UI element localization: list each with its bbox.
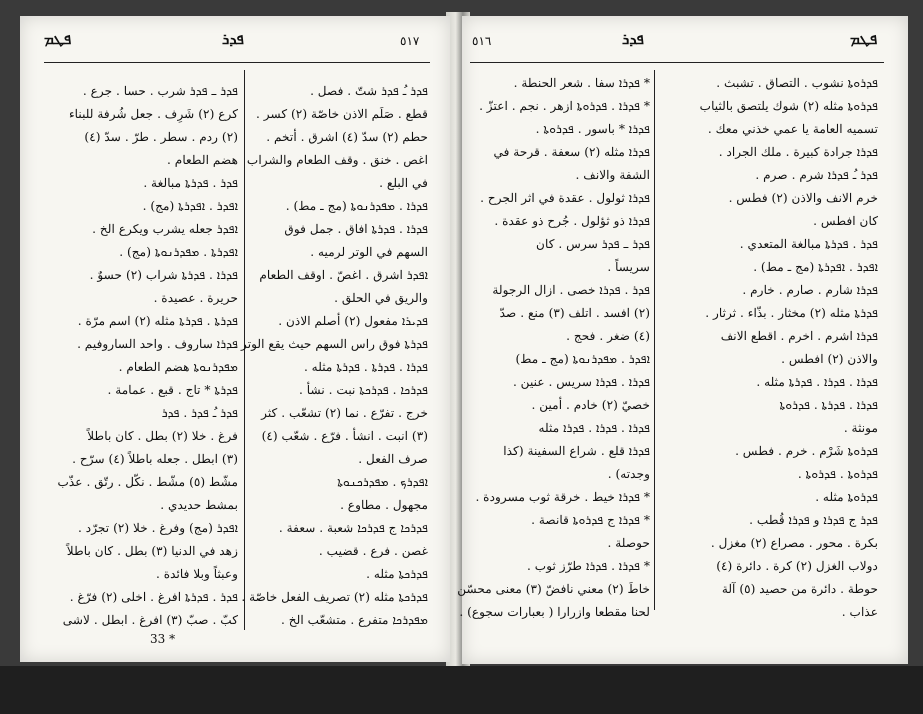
left-page-footer: 33 * bbox=[150, 632, 176, 646]
entry-line: خصيّ (٢) خادم . أمين . bbox=[531, 398, 650, 412]
entry-line: ܐܦܕܪ . ܐܦܕܪܬܐ (مج) . bbox=[142, 199, 238, 213]
entry-line: ܦܕܪܐ . ܦܕܪܐ . ܦܕܪܐ مثله bbox=[538, 421, 650, 435]
entry-line: كبّ . صبّ (٣) افرغ . ابطل . لاشى bbox=[62, 613, 238, 627]
entry-line: كرع (٢) شَرِف . جعل شُرفة للبناء bbox=[68, 107, 238, 121]
right-page-column-divider bbox=[654, 70, 655, 610]
entry-line: ܦܕܪܘܬܐ . ܦܕܪܘܬܐ . bbox=[797, 467, 878, 481]
entry-line: ܐܦܕܪ . ܐܦܕܪܬܐ (مج ـ مط) . bbox=[753, 260, 878, 274]
entry-line: * ܦܕܪܐ ج ܦܕܪܘܬܐ قانصة . bbox=[531, 513, 650, 527]
right-page-column-right bbox=[660, 72, 878, 624]
entry-line: ܦܕܝܪܐ مفعول (٢) أصلم الاذن . bbox=[278, 314, 428, 328]
left-page-column-left bbox=[58, 80, 238, 632]
entry-line: حطم (٢) سدّ (٤) اشرق . أتخم . bbox=[266, 130, 428, 144]
entry-line: مجهول . مطاوع . bbox=[340, 498, 428, 512]
entry-line: ܦܕܪ . ܦܕܪܬܐ افرغ . اخلى (٢) فرّغ . bbox=[69, 590, 238, 604]
entry-line: بمشط حديدي . bbox=[160, 498, 238, 512]
entry-line: ܐܦܕܪ (مج) وفرغ . خلا (٢) تجرّد . bbox=[78, 521, 238, 535]
left-page-header-rule bbox=[44, 62, 430, 63]
left-page-number: ٥١٧ bbox=[400, 34, 420, 48]
entry-line: وعبثاً وبلا فائدة . bbox=[156, 567, 238, 581]
right-page-column-left bbox=[457, 72, 650, 624]
entry-line: ܦܕܪܟܐ . ܦܕܪܟܬܐ نبت . نشأ . bbox=[299, 383, 428, 397]
entry-line: ܦܕܪܐ . ܡܦܕܪܢܘܬܐ (مج ـ مط) . bbox=[285, 199, 428, 213]
entry-line: عذاب . bbox=[841, 605, 878, 619]
entry-line: زهد في الدنيا (٣) بطل . كان باطلاً bbox=[66, 544, 238, 558]
entry-line: هضم الطعام . bbox=[167, 153, 238, 167]
entry-line: ܦܕܪܬܐ مثله (٢) مخثار . بذّاء . ثرثار . bbox=[705, 306, 878, 320]
entry-line: في البلع . bbox=[379, 176, 428, 190]
entry-line: ܦܕܪܐ . ܦܕܪܬܐ . ܦܕܪܬܐ مثله . bbox=[303, 360, 428, 374]
entry-line: ܦܕܪܐ . ܦܕܪܬܐ افاق . جمل فوق bbox=[284, 222, 428, 236]
entry-line: ܦܕܪ ـ ܦܕܪ شرب . حسا . جرع . bbox=[82, 84, 238, 98]
entry-line: * ܦܕܪܐ . ܦܕܪܐ طرّز ثوب . bbox=[527, 559, 650, 573]
entry-line: ܦܕܪ ـ ܦܕܪ سرس . كان bbox=[536, 237, 650, 251]
entry-line: حوصلة . bbox=[607, 536, 650, 550]
entry-line: وجدته) . bbox=[607, 467, 650, 481]
entry-line: ܦܕܪܬܐ * تاج . قبع . عمامة . bbox=[107, 383, 238, 397]
entry-line: والاذن (٢) افطس . bbox=[781, 352, 878, 366]
entry-line: ܦܕܪܐ . ܦܕܪܐ . ܦܕܪܬܐ مثله . bbox=[756, 375, 878, 389]
entry-line: اغص . خنق . وقف الطعام والشراب bbox=[246, 153, 428, 167]
entry-line: ܦܕܪ . ܦܕܪܬܐ مبالغة . bbox=[143, 176, 238, 190]
entry-line: ܦܕܪܐ . ܦܕܪܬܐ شراب (٢) حسوٌ . bbox=[89, 268, 238, 282]
entry-line: سريساً . bbox=[607, 260, 650, 274]
entry-line: لحنا مقطعا وازرارا ( بعبارات سجوع) . bbox=[459, 605, 650, 619]
entry-line: ܦܕܪܬܐ فوق راس السهم حيث يقع الوتر . bbox=[233, 337, 428, 351]
entry-line: ܐܦܕܪ . ܡܦܕܪܢܘܬܐ (مج ـ مط) bbox=[515, 352, 650, 366]
entry-line: دولاب الغزل (٢) كرة . دائرة (٤) bbox=[716, 559, 878, 573]
entry-line: ܦܕܪ . ܦܕܪܬܐ مبالغة المتعدي . bbox=[739, 237, 878, 251]
entry-line: غصن . فرع . قضيب . bbox=[318, 544, 428, 558]
entry-line: ܦܕܪܘܬܐ شَرْم . خرم . فطس . bbox=[735, 444, 878, 458]
entry-line: السهم في الوتر لرميه . bbox=[310, 245, 428, 259]
entry-line: ܦܕܪܐ مثله (٢) سعفة . قرحة في bbox=[493, 145, 650, 159]
entry-line: خاطَ (٢) معني نافضّ (٣) معنى محسّن bbox=[457, 582, 650, 596]
entry-line: ܦܕܪܐ شارم . صارم . خارم . bbox=[742, 283, 878, 297]
entry-line: ܦܕܪܐ اشرم . اخرم . اقطع الانف bbox=[720, 329, 878, 343]
entry-line: ܦܕܪ ـُ ܦܕܪ شتّ . فصل . bbox=[310, 84, 428, 98]
entry-line: والريق في الحلق . bbox=[334, 291, 428, 305]
left-page-header-center: ܦܕܪ bbox=[222, 30, 244, 48]
entry-line: حوطة . دائرة من حصيد (٥) آلة bbox=[721, 582, 878, 596]
entry-line: (٤) ضغر . فحج . bbox=[566, 329, 650, 343]
entry-line: ܐܦܕܪ جعله يشرب ويكرع الخ . bbox=[92, 222, 238, 236]
right-page-header-center: ܦܕܪ bbox=[622, 30, 644, 48]
entry-line: ܦܕܪܐ . ܦܕܪܐ سريس . عنين . bbox=[512, 375, 650, 389]
entry-line: ܦܕܪܐ * باسور . ܦܕܪܘܬܐ . bbox=[535, 122, 650, 136]
entry-line: كان افطس . bbox=[813, 214, 878, 228]
entry-line: ܦܕܪܟܬܐ مثله (٢) تصريف الفعل خاصّة . bbox=[241, 590, 428, 604]
entry-line: تسميه العامة يا عمي خذني معك . bbox=[707, 122, 878, 136]
entry-line: ܦܕܪܬܐ . ܦܕܪܬܐ مثله (٢) اسم مرّة . bbox=[77, 314, 238, 328]
entry-line: ܦܕܪܐ ذو ثؤلول . جُرح ذو عقدة . bbox=[494, 214, 650, 228]
entry-line: ܦܕܪܐ ثولول . عقدة في اثر الجرح . bbox=[480, 191, 650, 205]
left-page-header-left: ܦܛܡ bbox=[44, 30, 72, 48]
entry-line: ܐܦܕܪ اشرق . اغصّ . اوقف الطعام bbox=[259, 268, 428, 282]
entry-line: ܦܕܪ ـُ ܦܕܪ . ܦܕܪ bbox=[161, 406, 238, 420]
entry-line: ܦܕܪܘܬܐ نشوب . التصاق . تشبث . bbox=[716, 76, 878, 90]
right-page-number: ٥١٦ bbox=[472, 34, 492, 48]
entry-line: ܦܕܪܟܬܐ مثله . bbox=[366, 567, 428, 581]
entry-line: مونثة . bbox=[843, 421, 878, 435]
entry-line: ܐܦܕܪܟ . ܡܦܕܪܟܢܘܬܐ bbox=[337, 475, 428, 489]
entry-line: قطع . صَلَم الاذن خاصّة (٢) كسر . bbox=[256, 107, 428, 121]
entry-line: خرج . تفرّع . نما (٢) تشعّب . كثر bbox=[261, 406, 428, 420]
entry-line: ܡܦܕܪܢܘܬܐ هضم الطعام . bbox=[118, 360, 238, 374]
entry-line: * ܦܕܪܐ سفا . شعر الحنطة . bbox=[513, 76, 650, 90]
entry-line: فرغ . خلا (٢) بطل . كان باطلاً bbox=[87, 429, 238, 443]
entry-line: ܦܕܪܘܬܐ مثله . bbox=[815, 490, 878, 504]
entry-line: بكرة . محور . مصراع (٢) مغزل . bbox=[710, 536, 878, 550]
entry-line: * ܦܕܪܐ . ܦܕܪܘܬܐ ازهر . نجم . اعتزّ . bbox=[479, 99, 650, 113]
entry-line: مشّط (٥) مشّط . نكّل . رتّق . عذّب bbox=[57, 475, 238, 489]
entry-line: الشفة والانف . bbox=[575, 168, 650, 182]
entry-line: ܦܕܪ ج ܦܕܪܐ و ܦܕܪܐ قُطب . bbox=[749, 513, 878, 527]
entry-line: خرم الانف والاذن (٢) فطس . bbox=[728, 191, 878, 205]
scan-bottom-band bbox=[0, 666, 923, 714]
entry-line: ܦܕܪ . ܦܕܪܐ خصى . ازال الرجولة bbox=[492, 283, 650, 297]
right-page-header-right: ܦܛܡ bbox=[850, 30, 878, 48]
right-page-header-rule bbox=[470, 62, 884, 63]
entry-line: ܦܕܪܟܐ ج ܦܕܪܟܐ شعبة . سعفة . bbox=[278, 521, 428, 535]
entry-line: ܐܦܕܪܬܐ . ܡܦܕܪܢܘܬܐ (مج) . bbox=[119, 245, 238, 259]
entry-line: ܦܕܪ ـُ ܦܕܪܐ شرم . صرم . bbox=[755, 168, 878, 182]
entry-line: صرف الفعل . bbox=[358, 452, 428, 466]
entry-line: (٣) انبت . انشأ . فرّع . شعّب (٤) bbox=[261, 429, 428, 443]
entry-line: (٣) ابطل . جعله باطلاً (٤) سرّح . bbox=[72, 452, 238, 466]
entry-line: (٢) افسد . اتلف (٣) منع . صدّ bbox=[499, 306, 650, 320]
entry-line: (٢) ردم . سطر . طرّ . سدّ (٤) bbox=[84, 130, 238, 144]
left-page-column-right bbox=[233, 80, 428, 632]
entry-line: ܦܕܪܐ . ܦܕܪܬܐ . ܦܕܪܘܬܐ bbox=[779, 398, 878, 412]
entry-line: ܦܕܪܐ جرادة كبيرة . ملك الجراد . bbox=[718, 145, 878, 159]
entry-line: * ܦܕܪܐ خيط . خرقة ثوب مسرودة . bbox=[475, 490, 650, 504]
entry-line: حريرة . عصيدة . bbox=[153, 291, 238, 305]
entry-line: ܡܦܕܪܟܐ متفرع . متشعّب الخ . bbox=[281, 613, 428, 627]
entry-line: ܦܕܪܐ قلع . شراع السفينة (كذا bbox=[503, 444, 650, 458]
entry-line: ܦܕܪܐ ساروف . واحد الساروفيم . bbox=[77, 337, 238, 351]
entry-line: ܦܕܪܘܬܐ مثله (٢) شوك يلتصق بالثياب bbox=[699, 99, 878, 113]
